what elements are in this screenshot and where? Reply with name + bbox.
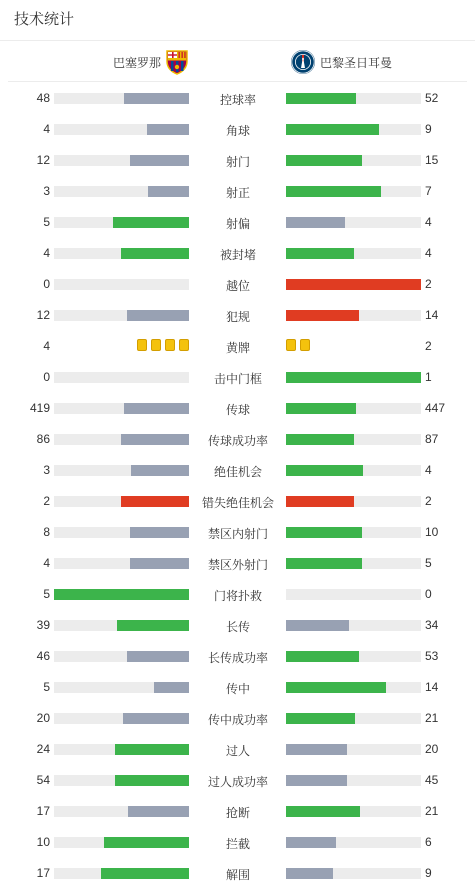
stat-label: 过人 (225, 744, 250, 758)
away-value: 87 (425, 432, 439, 446)
stat-label: 门将扑救 (213, 589, 262, 603)
home-team[interactable] (113, 49, 189, 75)
home-value: 419 (29, 401, 50, 415)
page-title: 技术统计 (14, 11, 75, 28)
home-value: 39 (36, 618, 50, 632)
stat-row (0, 116, 475, 147)
home-bar-track (54, 434, 189, 445)
home-bar (127, 310, 189, 321)
away-bar (286, 713, 355, 724)
home-value: 10 (36, 835, 50, 849)
away-bar (286, 279, 421, 290)
yellow-card-icon (137, 339, 147, 351)
home-bar (54, 589, 189, 600)
home-bar (130, 558, 189, 569)
home-bar (127, 651, 189, 662)
home-bar-track (54, 558, 189, 569)
away-bar (286, 248, 354, 259)
home-bar (124, 93, 189, 104)
stat-label: 黄牌 (225, 341, 250, 355)
away-bar-track (286, 682, 421, 693)
stat-row (0, 85, 475, 116)
home-bar (131, 465, 189, 476)
away-value: 447 (425, 401, 446, 415)
home-bar (121, 496, 189, 507)
away-bar (286, 465, 363, 476)
away-yellow-cards (286, 339, 310, 351)
home-bar-track (54, 806, 189, 817)
barcelona-crest-icon (165, 49, 189, 75)
yellow-card-icon (165, 339, 175, 351)
stat-label: 传中成功率 (207, 713, 268, 727)
away-value: 10 (425, 525, 439, 539)
away-value: 15 (425, 153, 439, 167)
away-bar-track (286, 279, 421, 290)
home-bar-track (54, 620, 189, 631)
stat-label: 射正 (225, 186, 250, 200)
home-bar (130, 527, 189, 538)
away-bar (286, 403, 356, 414)
away-value: 14 (425, 680, 439, 694)
away-bar (286, 527, 362, 538)
stat-row (0, 364, 475, 395)
away-bar-track (286, 186, 421, 197)
home-bar-track (54, 155, 189, 166)
stat-label: 犯规 (225, 310, 250, 324)
home-value: 8 (43, 525, 50, 539)
home-bar-track (54, 837, 189, 848)
stat-row (0, 426, 475, 457)
home-bar (148, 186, 189, 197)
home-value: 86 (36, 432, 50, 446)
stat-label: 击中门框 (213, 372, 262, 386)
away-bar-track (286, 93, 421, 104)
away-bar-track (286, 217, 421, 228)
stat-label: 过人成功率 (207, 775, 268, 789)
home-bar-track (54, 651, 189, 662)
stat-row (0, 705, 475, 736)
away-bar-track (286, 806, 421, 817)
away-value: 9 (425, 866, 432, 880)
home-value: 17 (36, 804, 50, 818)
home-value: 4 (43, 122, 50, 136)
away-bar (286, 868, 333, 879)
away-bar (286, 775, 347, 786)
away-value: 34 (425, 618, 439, 632)
home-value: 54 (36, 773, 50, 787)
home-value: 46 (36, 649, 50, 663)
away-bar-track (286, 434, 421, 445)
home-bar-track (54, 93, 189, 104)
away-bar-track (286, 124, 421, 135)
stat-row (0, 767, 475, 798)
stat-row (0, 457, 475, 488)
home-bar (124, 403, 189, 414)
away-bar (286, 651, 359, 662)
home-bar-track (54, 372, 189, 383)
home-value: 5 (43, 215, 50, 229)
stat-row (0, 209, 475, 240)
away-value: 1 (425, 370, 432, 384)
stat-label: 被封堵 (219, 248, 256, 262)
home-bar (101, 868, 189, 879)
home-bar-track (54, 589, 189, 600)
home-value: 3 (43, 184, 50, 198)
stat-label: 射门 (225, 155, 250, 169)
away-bar (286, 806, 360, 817)
stat-row (0, 333, 475, 364)
away-value: 21 (425, 804, 439, 818)
divider (8, 81, 467, 82)
away-value: 4 (425, 246, 432, 260)
home-team-name: 巴塞罗那 (112, 55, 161, 70)
away-bar-track (286, 155, 421, 166)
stat-label: 传球 (225, 403, 250, 417)
away-bar (286, 155, 362, 166)
home-bar (154, 682, 189, 693)
away-bar (286, 434, 354, 445)
home-value: 0 (43, 277, 50, 291)
home-bar (121, 434, 189, 445)
home-bar (128, 806, 189, 817)
home-bar (147, 124, 189, 135)
away-bar-track (286, 837, 421, 848)
away-value: 45 (425, 773, 439, 787)
stat-label: 抢断 (225, 806, 250, 820)
away-bar-track (286, 589, 421, 600)
yellow-card-icon (179, 339, 189, 351)
stat-label: 越位 (225, 279, 250, 293)
home-bar (117, 620, 189, 631)
home-bar (104, 837, 189, 848)
away-bar (286, 124, 379, 135)
stat-row (0, 178, 475, 209)
home-value: 12 (36, 308, 50, 322)
away-team-name: 巴黎圣日耳曼 (320, 55, 393, 70)
stat-row (0, 643, 475, 674)
away-value: 7 (425, 184, 432, 198)
away-value: 2 (425, 494, 432, 508)
home-value: 48 (36, 91, 50, 105)
away-value: 5 (425, 556, 432, 570)
stat-label: 控球率 (219, 93, 256, 107)
stat-row (0, 271, 475, 302)
stat-row (0, 798, 475, 829)
home-value: 24 (36, 742, 50, 756)
away-bar-track (286, 744, 421, 755)
home-value: 5 (43, 680, 50, 694)
home-value: 2 (43, 494, 50, 508)
home-bar-track (54, 186, 189, 197)
away-bar-track (286, 403, 421, 414)
away-value: 52 (425, 91, 439, 105)
away-bar (286, 496, 354, 507)
away-bar-track (286, 527, 421, 538)
home-bar-track (54, 868, 189, 879)
away-bar-track (286, 372, 421, 383)
away-bar-track (286, 558, 421, 569)
home-yellow-cards (137, 339, 189, 351)
home-bar-track (54, 527, 189, 538)
stat-label: 射偏 (225, 217, 250, 231)
home-bar-track (54, 403, 189, 414)
home-value: 3 (43, 463, 50, 477)
stat-row (0, 581, 475, 612)
away-bar (286, 558, 362, 569)
away-bar-track (286, 248, 421, 259)
away-bar (286, 620, 349, 631)
home-bar (115, 744, 189, 755)
stat-row (0, 395, 475, 426)
away-value: 4 (425, 215, 432, 229)
away-bar-track (286, 713, 421, 724)
home-bar-track (54, 713, 189, 724)
stat-label: 长传成功率 (207, 651, 268, 665)
stat-label: 禁区内射门 (207, 527, 268, 541)
home-value: 4 (43, 246, 50, 260)
away-bar (286, 93, 356, 104)
team-header (0, 41, 475, 81)
home-bar-track (54, 124, 189, 135)
home-bar-track (54, 248, 189, 259)
away-bar (286, 744, 347, 755)
home-bar-track (54, 775, 189, 786)
away-bar (286, 186, 381, 197)
away-team[interactable] (290, 49, 392, 75)
away-bar-track (286, 620, 421, 631)
away-value: 14 (425, 308, 439, 322)
home-value: 20 (36, 711, 50, 725)
away-value: 4 (425, 463, 432, 477)
home-bar-track (54, 310, 189, 321)
stat-row (0, 519, 475, 550)
stat-label: 传中 (225, 682, 250, 696)
stat-row (0, 674, 475, 705)
away-value: 2 (425, 277, 432, 291)
stat-row (0, 240, 475, 271)
away-value: 20 (425, 742, 439, 756)
away-bar (286, 372, 421, 383)
home-bar (121, 248, 189, 259)
home-bar-track (54, 744, 189, 755)
yellow-card-icon (151, 339, 161, 351)
away-bar-track (286, 310, 421, 321)
home-bar (113, 217, 189, 228)
away-bar (286, 682, 386, 693)
away-value: 2 (425, 339, 432, 353)
psg-crest-icon (290, 49, 316, 75)
away-bar (286, 310, 359, 321)
yellow-card-icon (300, 339, 310, 351)
stat-row (0, 550, 475, 581)
stat-row (0, 829, 475, 860)
away-value: 6 (425, 835, 432, 849)
away-value: 9 (425, 122, 432, 136)
stat-row (0, 302, 475, 333)
home-bar (123, 713, 189, 724)
away-bar-track (286, 868, 421, 879)
stat-label: 传球成功率 (207, 434, 268, 448)
away-bar-track (286, 496, 421, 507)
home-value: 12 (36, 153, 50, 167)
away-bar (286, 837, 336, 848)
home-bar-track (54, 496, 189, 507)
stat-label: 绝佳机会 (213, 465, 262, 479)
yellow-card-icon (286, 339, 296, 351)
stat-row (0, 147, 475, 178)
home-value: 4 (43, 339, 50, 353)
home-bar-track (54, 682, 189, 693)
stat-row (0, 488, 475, 519)
stat-label: 禁区外射门 (207, 558, 268, 572)
home-bar (130, 155, 189, 166)
stat-label: 角球 (225, 124, 250, 138)
away-bar-track (286, 775, 421, 786)
away-bar (286, 217, 345, 228)
stat-row (0, 860, 475, 891)
home-bar-track (54, 217, 189, 228)
stat-label: 拦截 (225, 837, 250, 851)
away-bar-track (286, 465, 421, 476)
stat-label: 长传 (225, 620, 250, 634)
away-value: 0 (425, 587, 432, 601)
home-value: 0 (43, 370, 50, 384)
home-value: 4 (43, 556, 50, 570)
away-bar-track (286, 651, 421, 662)
stat-label: 错失绝佳机会 (201, 496, 274, 510)
stat-label: 解围 (225, 868, 250, 882)
home-value: 5 (43, 587, 50, 601)
home-bar-track (54, 465, 189, 476)
away-value: 53 (425, 649, 439, 663)
stat-row (0, 612, 475, 643)
home-value: 17 (36, 866, 50, 880)
away-value: 21 (425, 711, 439, 725)
home-bar (115, 775, 189, 786)
home-bar-track (54, 279, 189, 290)
stat-row (0, 736, 475, 767)
